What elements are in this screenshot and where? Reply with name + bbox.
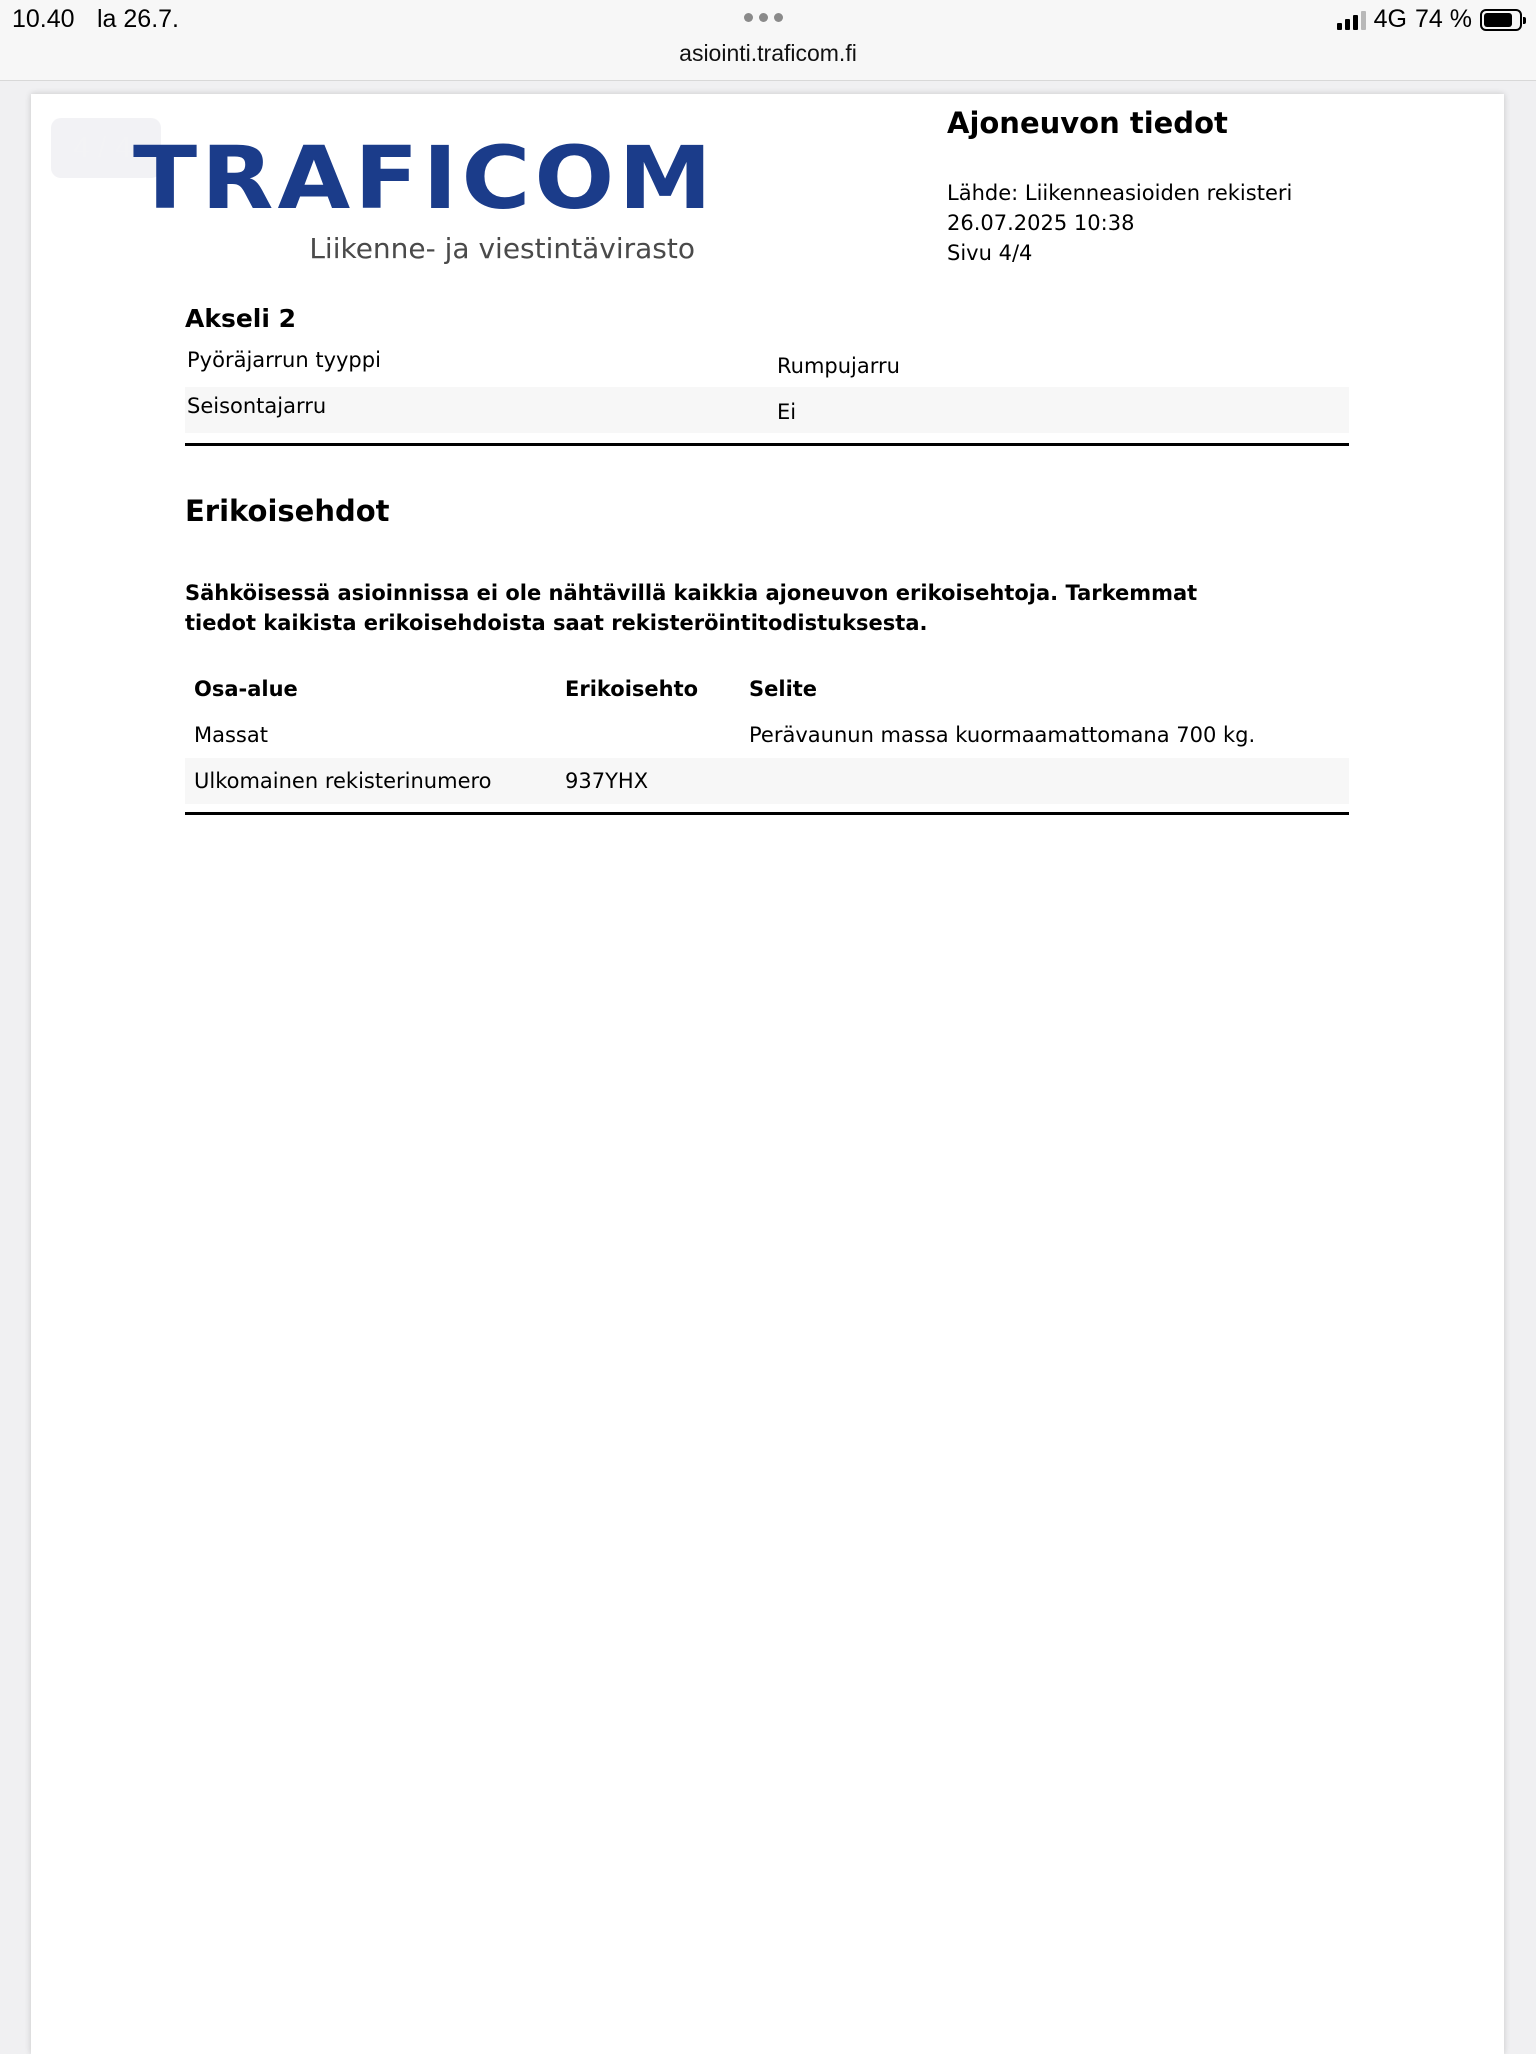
special-conditions-table: [185, 666, 1349, 804]
table-cell: Ulkomainen rekisterinumero: [185, 758, 556, 804]
row-label: Seisontajarru: [187, 394, 327, 418]
status-bar: [0, 0, 1536, 81]
table-cell: [556, 712, 740, 758]
address-bar-url[interactable]: asiointi.traficom.fi: [679, 40, 857, 66]
column-header: Osa-alue: [194, 677, 298, 701]
table-cell: Massat: [194, 723, 268, 747]
source-line: Lähde: Liikenneasioiden rekisteri: [947, 181, 1293, 205]
column-header: Erikoisehto: [565, 677, 699, 701]
logo-subtitle: Liikenne- ja viestintävirasto: [309, 232, 695, 265]
multitasking-dots-icon[interactable]: [744, 13, 783, 22]
axle-title: Akseli 2: [185, 304, 297, 333]
page-indicator: 4 / 4: [51, 118, 161, 178]
table-cell: 937YHX: [556, 758, 740, 804]
cellular-signal-icon: [1337, 10, 1366, 30]
table-header-row: [185, 666, 1349, 712]
table-row: [185, 712, 1349, 758]
notice-text: [185, 578, 1349, 638]
table-cell: [740, 758, 1349, 804]
divider: [185, 812, 1349, 815]
table-row: [185, 758, 1349, 804]
page-number: Sivu 4/4: [947, 241, 1033, 265]
logo-wordmark: TRAFICOM: [133, 128, 716, 229]
timestamp: 26.07.2025 10:38: [947, 211, 1135, 235]
table-cell: Perävaunun massa kuormaamattomana 700 kg.: [749, 723, 1256, 747]
row-value: Ei: [777, 400, 797, 424]
network-type: 4G: [1373, 5, 1408, 33]
battery-icon: [1480, 9, 1522, 31]
axle-row-brake-type: [185, 341, 1349, 387]
document-page: [31, 94, 1504, 2054]
traficom-logo: [133, 128, 716, 265]
battery-percent: 74 %: [1415, 5, 1472, 33]
document-title: Ajoneuvon tiedot: [947, 106, 1228, 140]
column-header: Selite: [749, 677, 818, 701]
status-indicators: [1337, 5, 1522, 34]
row-value: Rumpujarru: [777, 354, 900, 378]
status-time: 10.40: [12, 5, 75, 33]
document-header: [947, 106, 1292, 268]
axle-row-parking-brake: [185, 387, 1349, 433]
notice-line: tiedot kaikista erikoisehdoista saat rekisteröintitodistuksesta.: [185, 611, 928, 635]
row-label: Pyöräjarrun tyyppi: [187, 348, 381, 372]
section-title: Erikoisehdot: [185, 494, 390, 528]
document-content: [185, 304, 1349, 815]
notice-line: Sähköisessä asioinnissa ei ole nähtävillä kaikkia ajoneuvon erikoisehtoja. Tarkemmat: [185, 581, 1198, 605]
divider: [185, 443, 1349, 446]
status-date: la 26.7.: [97, 5, 180, 33]
